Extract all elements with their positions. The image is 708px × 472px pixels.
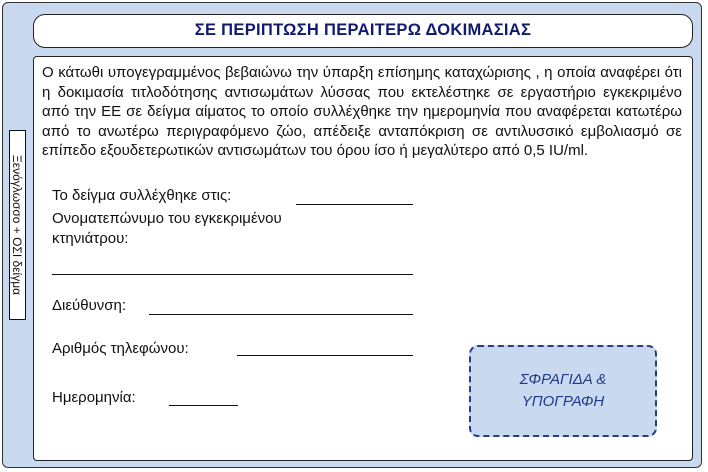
vet-name-label-line2: κτηνιάτρου: <box>52 230 129 247</box>
address-line[interactable] <box>149 314 413 315</box>
certificate-body <box>33 56 693 461</box>
sample-date-label: Το δείγμα συλλέχθηκε στις: <box>52 187 232 204</box>
address-label: Διεύθυνση: <box>52 297 127 314</box>
stamp-label-line2: ΥΠΟΓΡΑΦΗ <box>521 393 605 410</box>
declaration-text: Ο κάτωθι υπογεγραμμένος βεβαιώνω την ύπαρξη επίσημης καταχώρισης , η οποία αναφέρει ότι η δοκιμασία τιτλοδότησης αντισωμάτων λύσσας που εκτελέστηκε σε εργαστήριο εγκεκριμένο από την ΕΕ σε δείγμα αίματος το οποίο συλλέχθηκε την ημερομηνία που αναφέρεται κατωτέρω από το ανωτέρω περιγραφόμενο ζώο, απέδειξε ανταπόκριση σε αντιλυσσικό εμβολιασμό σε επίπεδο εξουδετερωτικών αντισωμάτων του όρου ίσο ή μεγαλύτερο από 0,5 IU/ml. <box>42 64 682 159</box>
vet-name-line[interactable] <box>52 274 413 275</box>
side-tab-label <box>9 130 26 320</box>
certificate-panel <box>2 2 702 468</box>
sample-date-line[interactable] <box>296 204 413 205</box>
section-title: ΣΕ ΠΕΡΙΠΤΩΣΗ ΠΕΡΑΙΤΕΡΩ ΔΟΚΙΜΑΣΙΑΣ <box>33 14 693 48</box>
phone-line[interactable] <box>237 355 413 356</box>
stamp-signature-box[interactable] <box>469 345 657 437</box>
vet-name-label-line1: Ονοματεπώνυμο του εγκεκριμένου <box>52 210 282 227</box>
phone-label: Αριθμός τηλεφώνου: <box>52 340 189 357</box>
stamp-label-line1: ΣΦΡΑΓΙΔΑ & <box>519 371 607 388</box>
side-tab-text: Ξενόγλωσσο + ΟΣΙ δείγμα <box>10 154 25 296</box>
date-line[interactable] <box>169 405 238 406</box>
date-label: Ημερομηνία: <box>52 389 136 406</box>
